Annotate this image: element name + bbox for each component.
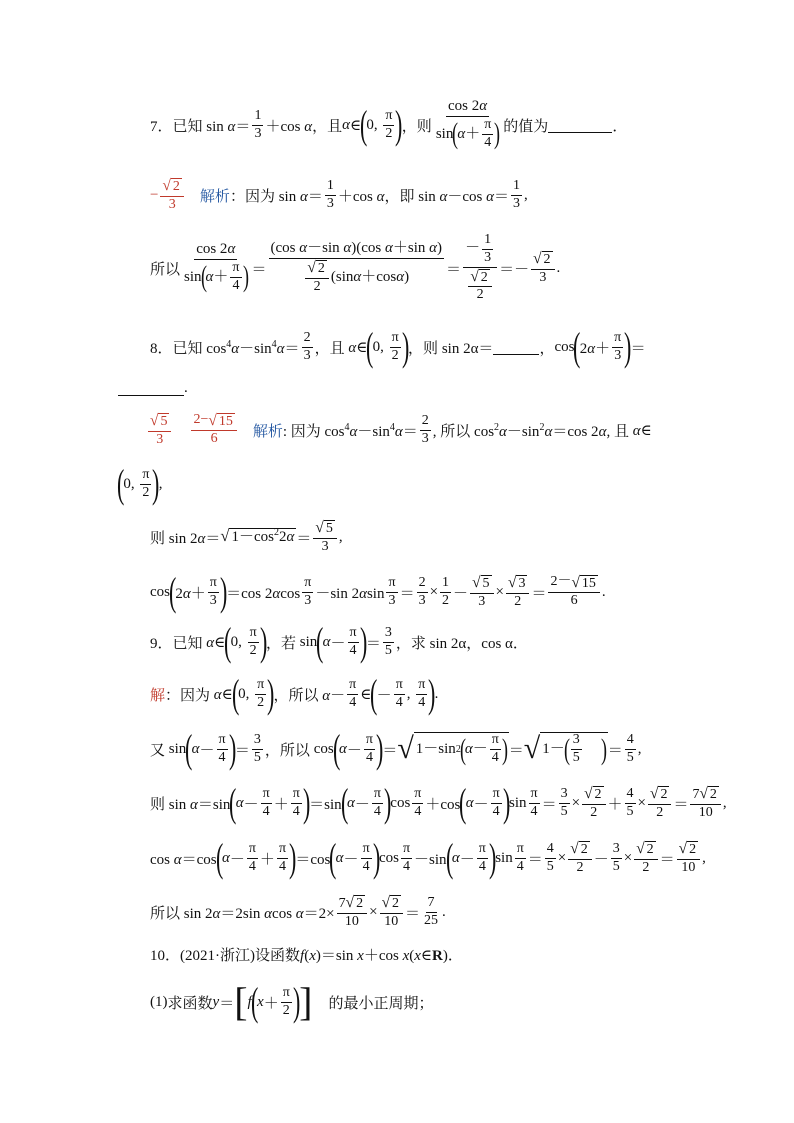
q10-number: 10．	[150, 947, 181, 964]
q8-answer2: 2− √ 15 6	[191, 413, 236, 447]
a9-solution-label: 解	[150, 687, 166, 704]
q7-value-of: 的值为	[503, 118, 549, 135]
a7-jiexi-label: 解析	[199, 188, 230, 205]
q7-then: ，则	[401, 118, 432, 135]
q8-answer1: √ 5 3	[148, 413, 171, 447]
q7-answer: − √ 2 3	[150, 178, 186, 212]
a9-line2: 又 sin ( α － $\frac{\pi}{4}$ ) ＝ $\frac{3}{5}$ ，所以 cos ( α － $\frac{\pi}{4}$ ) ＝ √ 1－sin 2 ( α － $\frac{\pi}{4}$ ) ＝ √ 1－ ( $\frac{3}{5}$ ) ＝ $\frac{4}{5}$ ,	[150, 726, 642, 771]
q8-blank2	[118, 381, 184, 396]
q8-blank1	[493, 340, 539, 355]
a9-line5: 所以 sin 2α＝2sin αcos α＝2× 7 √ 2 10 × √ 2 10 ＝ $\frac{7}{25}$ .	[150, 893, 446, 929]
q7-number: 7．	[150, 118, 173, 135]
a8-line4: cos ( 2α＋ $\frac{\pi}{3}$ ) ＝cos 2αcos $\frac{\pi}{3}$ －sin 2αsin $\frac{\pi}{3}$ ＝ $\frac{2}{3}$ × $\frac{1}{2}$ － √ 5 3 × √ 3 2 ＝ 2－ √ 15 6 .	[150, 569, 606, 614]
a9-line3: 则 sin α＝sin ( α － $\frac{\pi}{4}$ ＋ $\frac{\pi}{4}$ ) ＝sin ( α － $\frac{\pi}{4}$ ) cos $\frac{\pi}{4}$ ＋cos ( α － $\frac{\pi}{4}$ ) sin $\frac{\pi}{4}$ ＝ $\frac{3}{5}$ × √ 2 2 ＋ $\frac{4}{5}$ × √ 2 2 ＝ 7 √ 2 10 ,	[150, 780, 727, 825]
q8-line: 8． 已知 $\cos^4\alpha-\sin^4\alpha=$ $\frac{2}{3}$ ，且 α∈ ( 0, $\frac{\pi}{2}$ ) ，则 sin 2α＝ ， cos ( 2α＋ $\frac{\pi}{3}$ ) ＝	[150, 324, 646, 369]
q8-number: 8．	[150, 340, 173, 357]
q7-known: 已知	[172, 118, 203, 135]
a7-line1: − √ 2 3 解析 ：因为 sin α＝ $\frac{1}{3}$ ＋cos α ，即 sin α－cos α＝ $\frac{1}{3}$ ,	[150, 176, 528, 212]
q8-line2: .	[118, 378, 188, 398]
a9-line4: cos α＝cos ( α － $\frac{\pi}{4}$ ＋ $\frac{\pi}{4}$ ) ＝cos ( α － $\frac{\pi}{4}$ ) cos $\frac{\pi}{4}$ －sin ( α － $\frac{\pi}{4}$ ) sin $\frac{\pi}{4}$ ＝ $\frac{4}{5}$ × √ 2 2 － $\frac{3}{5}$ × √ 2 2 ＝ √ 2 10 ,	[150, 835, 706, 880]
a8-line1: √ 5 3 2− √ 15 6 解析 : 因为 $\cos^4\alpha-\sin^4\alpha=$ $\frac{2}{3}$ , 所以 $\cos^2\alpha-\sin^2\alpha=\cos$ 2α , 且 α∈	[150, 411, 652, 447]
a8-line3: 则 sin 2α＝ √ $1-\cos^22\alpha$ ＝ √ 5 3 ,	[150, 518, 343, 554]
a8-line2: ( 0, $\frac{\pi}{2}$ ) ,	[116, 461, 163, 506]
q10-source: (2021·浙江)	[180, 947, 256, 964]
q7-and: ，且	[312, 118, 343, 135]
a8-jiexi-label: 解析	[252, 423, 283, 440]
a7-line2: 所以 cos 2α sin ( α ＋ $\frac{\pi}{4}$ ) ＝ (cos α－sin α)(cos α＋sin α) √ 2 2 (sin α ＋cos α ) ＝ － $\frac{1}{3}$ √ 2 2 ＝－ √ 2 3 .	[150, 232, 561, 303]
a9-line1: 解 ：因为 α∈ ( 0, $\frac{\pi}{2}$ ) ，所以 α－ $\frac{\pi}{4}$ ∈ ( － $\frac{\pi}{4}$ , $\frac{\pi}{4}$ ) .	[150, 671, 439, 716]
q9-line: 9． 已知 α∈ ( 0, $\frac{\pi}{2}$ ) ，若 sin ( α － $\frac{\pi}{4}$ ) ＝ $\frac{3}{5}$ ，求 sin 2α，cos α．	[150, 619, 528, 664]
q7-answer-blank	[548, 118, 612, 133]
q10-part1: (1) 求函数 y ＝ [ f ( x ＋ $\frac{\pi}{2}$ ) ] 的最小正周期；	[150, 979, 434, 1024]
q9-number: 9．	[150, 635, 173, 652]
q10-line: 10． (2021·浙江) 设函数 f(x)＝sin x＋cos x(x∈R)．	[150, 942, 463, 966]
q7-line: 7． 已知 sin α＝ $\frac{1}{3}$ ＋cos α ，且 α ∈ ( 0, $\frac{\pi}{2}$ ) ，则 cos 2α sin ( α ＋ $\frac{\pi}{4}$ ) 的值为 ．	[150, 98, 628, 151]
